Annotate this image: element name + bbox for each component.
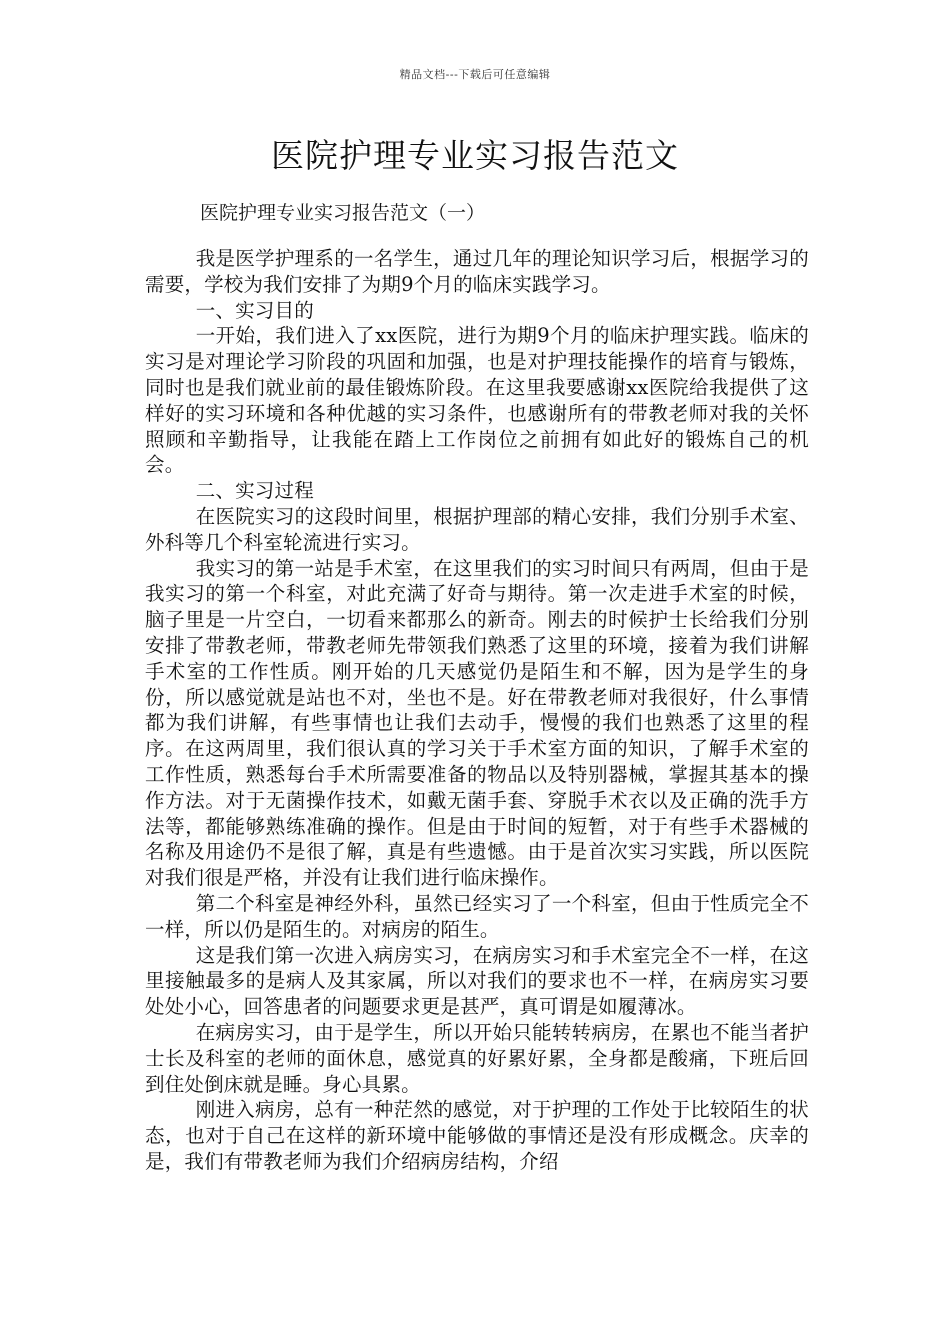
document-body (145, 246, 809, 1175)
paragraph-ward-arrival: 刚进入病房，总有一种茫然的感觉，对于护理的工作处于比较陌生的状态，也对于自己在这样的新环境中能够做的事情还是没有形成概念。庆幸的是，我们有带教老师为我们介绍病房结构，介绍 (145, 1098, 809, 1173)
paragraph-ward-fatigue: 在病房实习，由于是学生，所以开始只能转转病房，在累也不能当者护士长及科室的老师的面休息，感觉真的好累好累，全身都是酸痛，下班后回到住处倒床就是睡。身心具累。 (145, 1020, 809, 1096)
paragraph-neurosurgery: 第二个科室是神经外科，虽然已经实习了一个科室，但由于性质完全不一样，所以仍是陌生的。对病房的陌生。 (145, 891, 809, 941)
paragraph-operating-room: 我实习的第一站是手术室，在这里我们的实习时间只有两周，但由于是我实习的第一个科室，对此充满了好奇与期待。第一次走进手术室的时候，脑子里是一片空白，一切看来都那么的新奇。刚去的时候护士长给我们分别安排了带教老师，带教老师先带领我们熟悉了这里的环境，接着为我们讲解手术室的工作性质。刚开始的几天感觉仍是陌生和不解，因为是学生的身份，所以感觉就是站也不对，坐也不是。好在带教老师对我很好，什么事情都为我们讲解，有些事情也让我们去动手，慢慢的我们也熟悉了这里的程序。在这两周里，我们很认真的学习关于手术室方面的知识，了解手术室的工作性质，熟悉每台手术所需要准备的物品以及特别器械，掌握其基本的操作方法。对于无菌操作技术，如戴无菌手套、穿脱手术衣以及正确的洗手方法等，都能够熟练准确的操作。但是由于时间的短暂，对于有些手术器械的名称及用途仍不是很了解，真是有些遗憾。由于是首次实习实践，所以医院对我们很是严格，并没有让我们进行临床操作。 (145, 556, 809, 890)
paragraph-purpose: 一开始，我们进入了xx医院，进行为期9个月的临床护理实践。临床的实习是对理论学习阶段的巩固和加强，也是对护理技能操作的培育与锻炼，同时也是我们就业前的最佳锻炼阶段。在这里我要感谢xx医院给我提供了这样好的实习环境和各种优越的实习条件，也感谢所有的带教老师对我的关怀照顾和辛勤指导，让我能在踏上工作岗位之前拥有如此好的锻炼自己的机会。 (145, 324, 809, 477)
paragraph-intro: 我是医学护理系的一名学生，通过几年的理论知识学习后，根据学习的需要，学校为我们安排了为期9个月的临床实践学习。 (145, 247, 809, 296)
document-subtitle: 医院护理专业实习报告范文（一） (200, 202, 486, 224)
section-heading-purpose: 一、实习目的 (195, 298, 314, 322)
section-heading-process: 二、实习过程 (195, 479, 314, 503)
header-note: 精品文档---下载后可任意编辑 (399, 68, 551, 81)
paragraph-process-overview: 在医院实习的这段时间里，根据护理部的精心安排，我们分别手术室、外科等几个科室轮流进行实习。 (145, 504, 809, 554)
paragraph-ward-first: 这是我们第一次进入病房实习，在病房实习和手术室完全不一样，在这里接触最多的是病人及其家属，所以对我们的要求也不一样，在病房实习要处处小心，回答患者的问题要求更是甚严，真可谓是如履薄冰。 (145, 943, 809, 1019)
document-title: 医院护理专业实习报告范文 (271, 136, 679, 175)
